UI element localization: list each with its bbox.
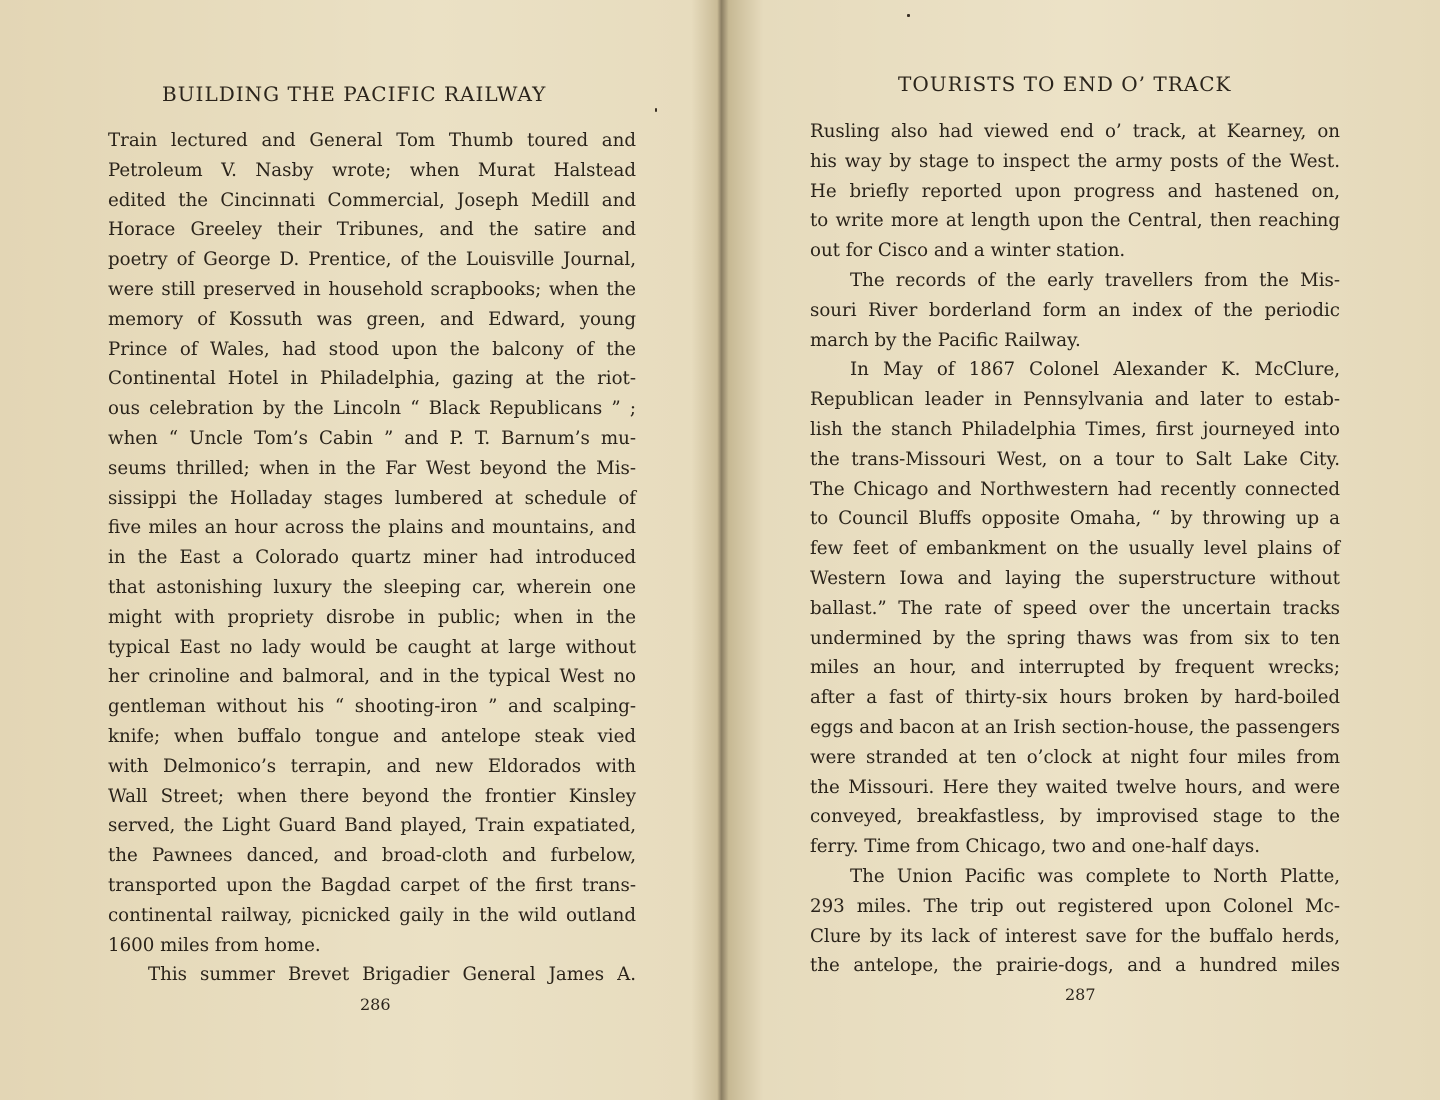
- text-line: were stranded at ten o’clock at night four miles from: [810, 746, 1340, 768]
- ink-speck: [655, 108, 657, 112]
- text-line: eggs and bacon at an Irish section-house, the passengers: [810, 716, 1340, 738]
- text-line: miles an hour, and interrupted by frequent wrecks;: [810, 657, 1340, 679]
- text-line: gentleman without his “ shooting-iron ” and scalping-: [108, 696, 636, 718]
- text-line: memory of Kossuth was green, and Edward, young: [108, 308, 636, 330]
- text-line: 1600 miles from home.: [108, 934, 321, 956]
- text-line: to Council Bluffs opposite Omaha, “ by throwing up a: [810, 508, 1340, 530]
- text-line: Western Iowa and laying the superstructure without: [810, 567, 1340, 589]
- text-line: conveyed, breakfastless, by improvised stage to the: [810, 806, 1340, 828]
- text-line: Prince of Wales, had stood upon the balcony of the: [108, 338, 636, 360]
- text-line: might with propriety disrobe in public; when in the: [108, 606, 636, 628]
- text-line: his way by stage to inspect the army posts of the West.: [810, 150, 1340, 172]
- text-line: sissippi the Holladay stages lumbered at schedule of: [108, 487, 636, 509]
- right-body-text: [810, 117, 1340, 981]
- text-line: souri River borderland form an index of the periodic: [810, 299, 1340, 321]
- text-line: knife; when buffalo tongue and antelope steak vied: [108, 725, 636, 747]
- left-body-text: [108, 126, 636, 990]
- text-line: Clure by its lack of interest save for the buffalo herds,: [810, 925, 1340, 947]
- text-line: Petroleum V. Nasby wrote; when Murat Halstead: [108, 159, 636, 181]
- text-line: after a fast of thirty-six hours broken by hard-boiled: [810, 687, 1340, 709]
- right-running-head: TOURISTS TO END O’ TRACK: [898, 72, 1232, 96]
- text-line: lish the stanch Philadelphia Times, first journeyed into: [810, 418, 1340, 440]
- text-line: served, the Light Guard Band played, Train expatiated,: [108, 815, 636, 837]
- text-line: when “ Uncle Tom’s Cabin ” and P. T. Barnum’s mu-: [108, 427, 636, 449]
- text-line: ballast.” The rate of speed over the uncertain tracks: [810, 597, 1340, 619]
- text-line: in the East a Colorado quartz miner had introduced: [108, 547, 636, 569]
- text-line: This summer Brevet Brigadier General James A.: [148, 964, 636, 986]
- text-line: ous celebration by the Lincoln “ Black Republicans ” ;: [108, 398, 636, 420]
- text-line: Republican leader in Pennsylvania and later to estab-: [810, 389, 1340, 411]
- text-line: the Missouri. Here they waited twelve hours, and were: [810, 776, 1340, 798]
- text-line: her crinoline and balmoral, and in the typical West no: [108, 666, 636, 688]
- text-line: that astonishing luxury the sleeping car, wherein one: [108, 576, 636, 598]
- text-line: Wall Street; when there beyond the frontier Kinsley: [108, 785, 636, 807]
- text-line: He briefly reported upon progress and hastened on,: [810, 180, 1340, 202]
- text-line: Horace Greeley their Tribunes, and the satire and: [108, 219, 636, 241]
- text-line: 293 miles. The trip out registered upon Colonel Mc-: [810, 895, 1340, 917]
- text-line: The records of the early travellers from the Mis-: [850, 269, 1340, 291]
- right-page-number: 287: [1065, 985, 1096, 1004]
- text-line: Train lectured and General Tom Thumb toured and: [108, 130, 636, 151]
- left-page-number: 286: [360, 995, 391, 1014]
- text-line: the Pawnees danced, and broad-cloth and furbelow,: [108, 845, 636, 867]
- text-line: to write more at length upon the Central, then reaching: [810, 210, 1340, 232]
- text-line: undermined by the spring thaws was from six to ten: [810, 627, 1340, 649]
- ink-speck: [907, 14, 910, 17]
- text-line: Continental Hotel in Philadelphia, gazing at the riot-: [108, 368, 636, 390]
- text-line: edited the Cincinnati Commercial, Joseph Medill and: [108, 189, 636, 211]
- text-line: transported upon the Bagdad carpet of the first trans-: [108, 874, 636, 896]
- text-line: In May of 1867 Colonel Alexander K. McClure,: [850, 359, 1340, 381]
- text-line: few feet of embankment on the usually level plains of: [810, 538, 1340, 560]
- text-line: The Union Pacific was complete to North Platte,: [850, 865, 1340, 887]
- text-line: march by the Pacific Railway.: [810, 329, 1081, 351]
- text-line: the trans-Missouri West, on a tour to Salt Lake City.: [810, 448, 1340, 470]
- text-line: five miles an hour across the plains and mountains, and: [108, 517, 636, 539]
- text-line: The Chicago and Northwestern had recently connected: [810, 478, 1340, 500]
- text-line: poetry of George D. Prentice, of the Louisville Journal,: [108, 249, 636, 271]
- text-line: the antelope, the prairie-dogs, and a hundred miles: [810, 955, 1340, 977]
- text-line: ferry. Time from Chicago, two and one-half days.: [810, 836, 1260, 858]
- text-line: seums thrilled; when in the Far West beyond the Mis-: [108, 457, 636, 479]
- text-line: continental railway, picnicked gaily in the wild outland: [108, 904, 636, 926]
- right-page: [722, 0, 1440, 1100]
- text-line: typical East no lady would be caught at large without: [108, 636, 636, 658]
- text-line: were still preserved in household scrapbooks; when the: [108, 278, 636, 300]
- text-line: Rusling also had viewed end o’ track, at Kearney, on: [810, 121, 1340, 142]
- text-line: out for Cisco and a winter station.: [810, 240, 1126, 262]
- text-line: with Delmonico’s terrapin, and new Eldorados with: [108, 755, 636, 777]
- left-running-head: BUILDING THE PACIFIC RAILWAY: [162, 82, 547, 106]
